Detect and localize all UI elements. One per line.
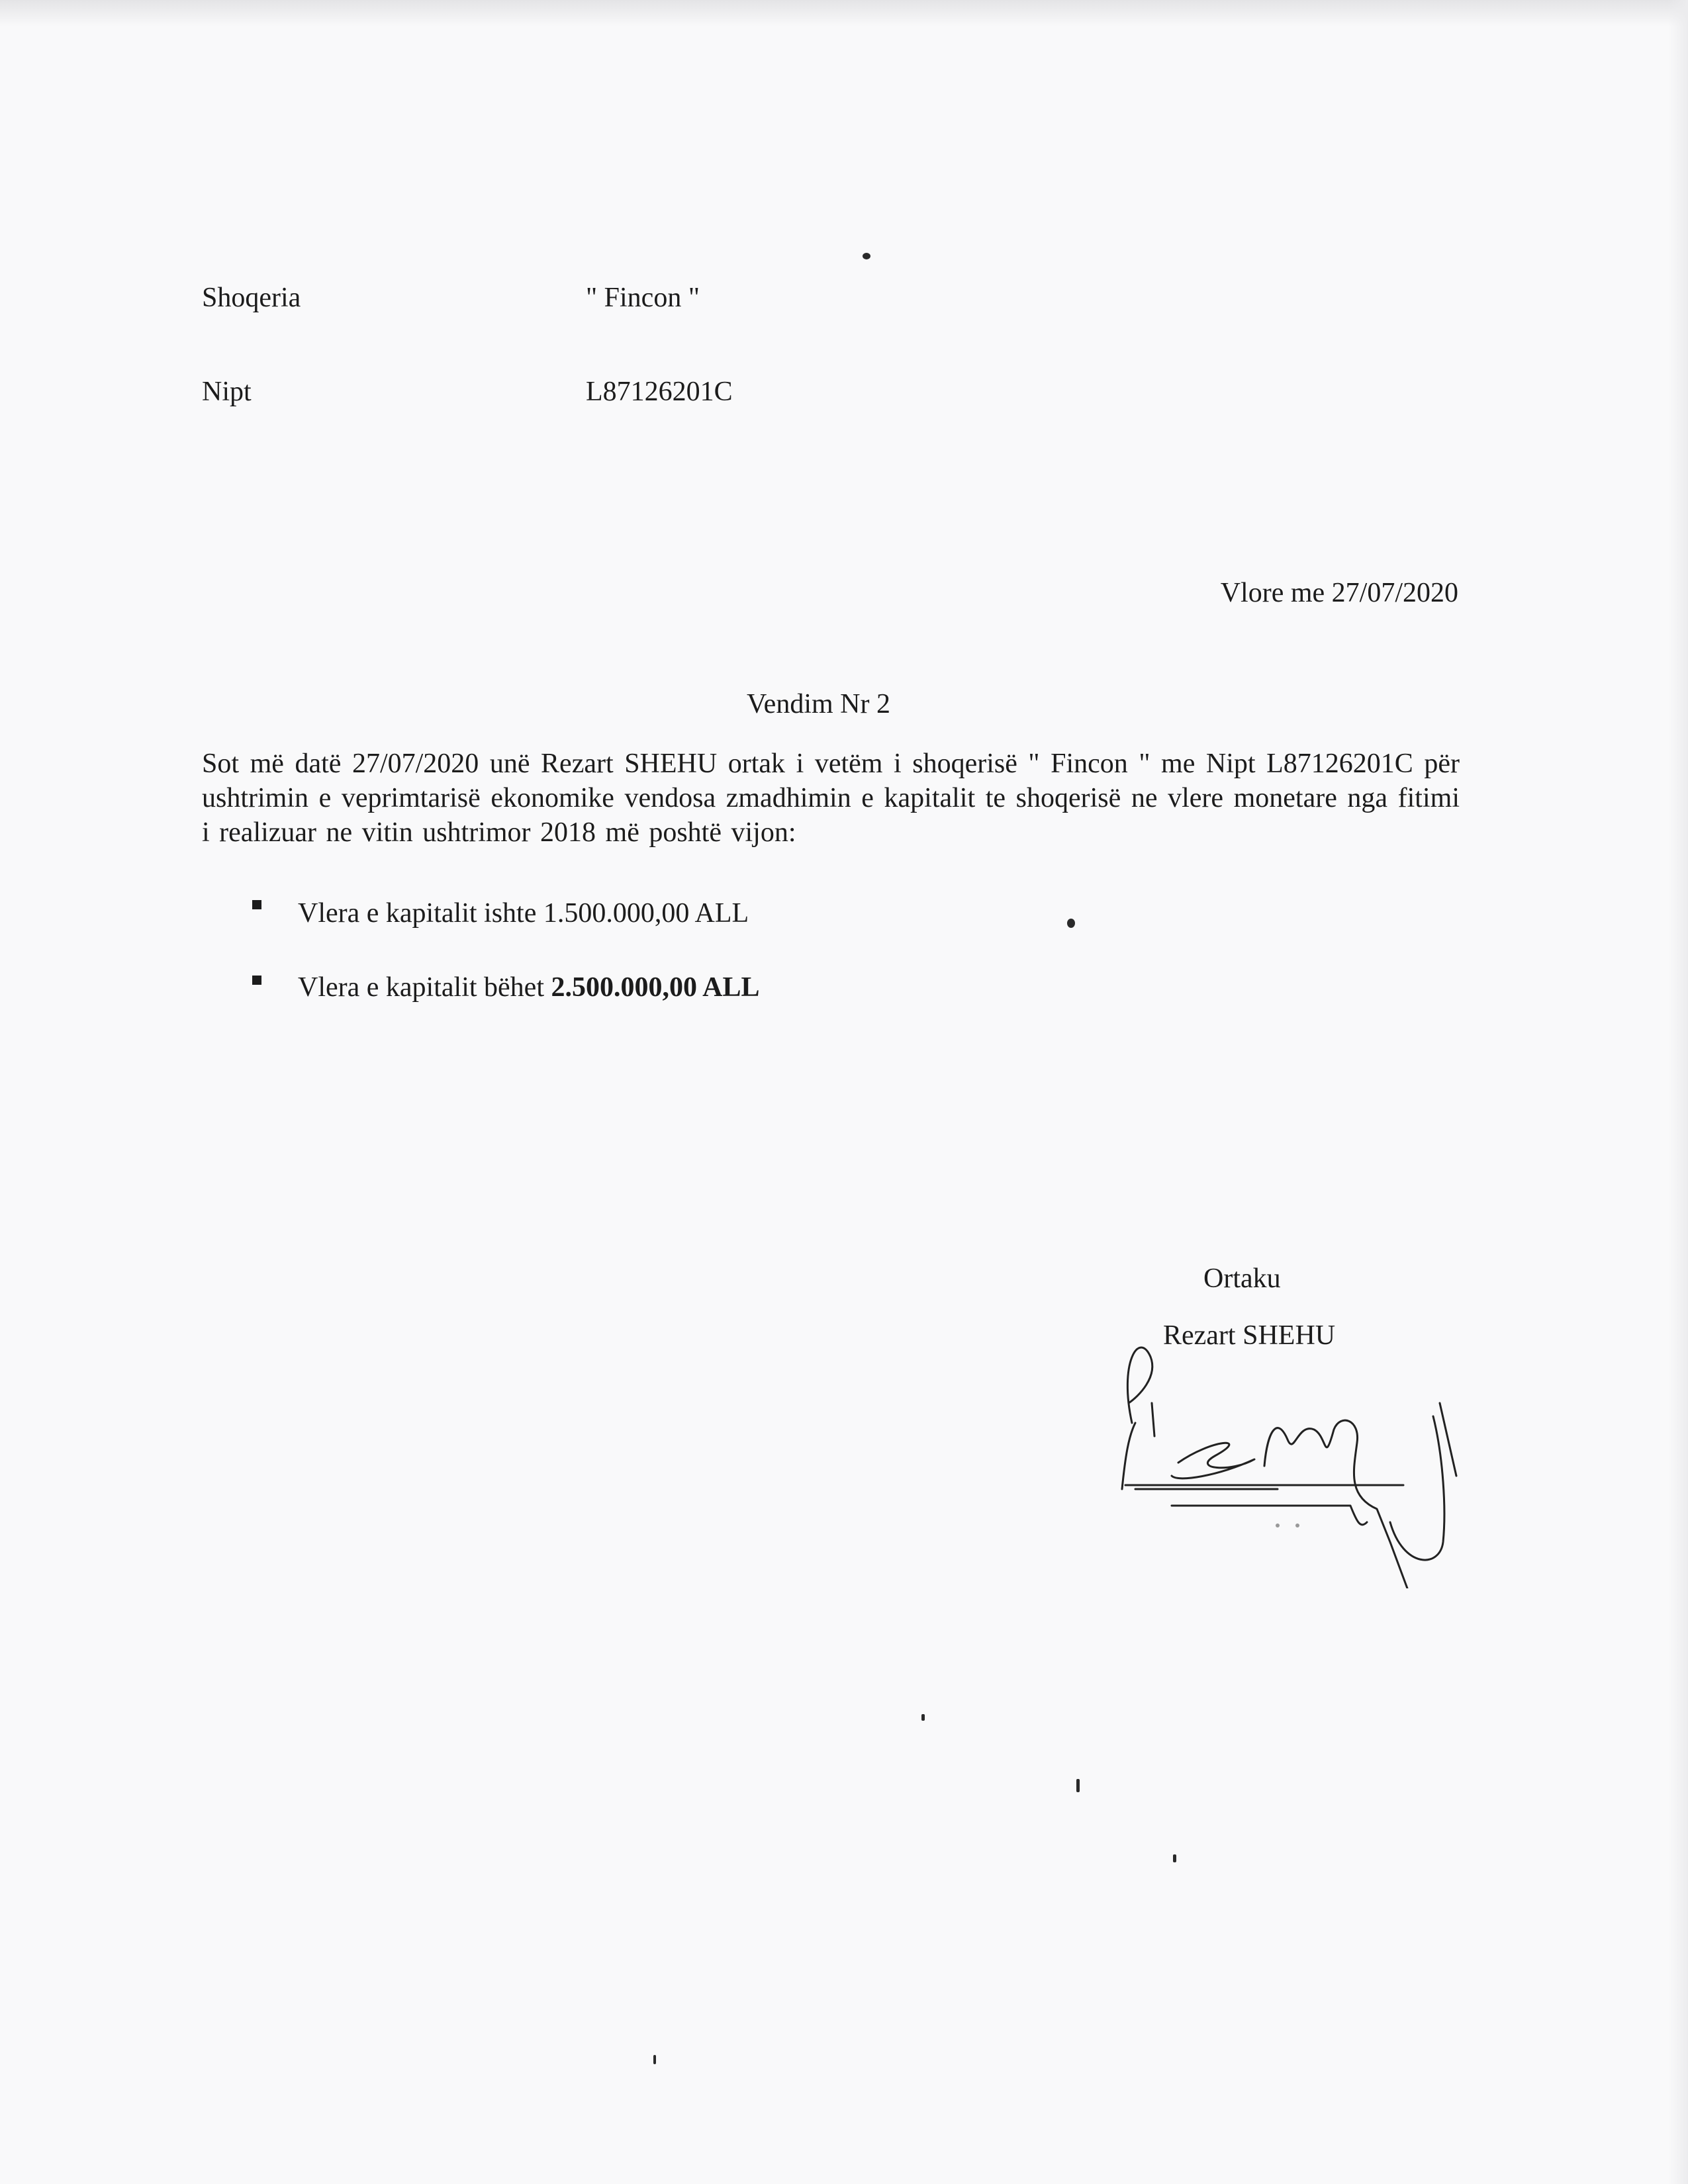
capital-after-amount: 2.500.000,00 ALL [551,972,760,1003]
scan-speck [1173,1854,1176,1862]
scan-speck [653,2055,656,2064]
decision-title: Vendim Nr 2 [747,689,890,719]
scan-speck [921,1714,925,1721]
nipt-label: Nipt [202,377,252,407]
company-label: Shoqeria [202,283,301,313]
signer-role: Ortaku [1203,1263,1281,1294]
place-date: Vlore me 27/07/2020 [1220,578,1458,608]
nipt-value: L87126201C [586,377,733,407]
bullet-icon [252,900,261,909]
bullet-icon [252,976,261,985]
scan-speck [1076,1779,1080,1792]
capital-after-item [298,970,760,1005]
handwritten-signature [1099,1324,1470,1588]
decision-paragraph: Sot më datë 27/07/2020 unë Rezart SHEHU ortak i vetëm i shoqerisë " Fincon " me Nipt L87126201C për ushtrimin e veprimtarisë ekonomike vendosa zmadhimin e kapitalit te shoqerisë ne vlere monetare nga fitimi i realizuar ne vitin ushtrimor 2018 më poshtë vijon: [202,749,1460,848]
scan-right-edge [1668,0,1688,2184]
scan-speck [863,253,870,259]
scan-top-edge [0,0,1688,26]
capital-after-label: Vlera e kapitalit bëhet [298,972,551,1003]
capital-before-item: Vlera e kapitalit ishte 1.500.000,00 ALL [298,898,749,929]
company-name: " Fincon " [586,283,700,313]
signer-name: Rezart SHEHU [1163,1320,1336,1351]
scan-speck [1067,919,1075,928]
